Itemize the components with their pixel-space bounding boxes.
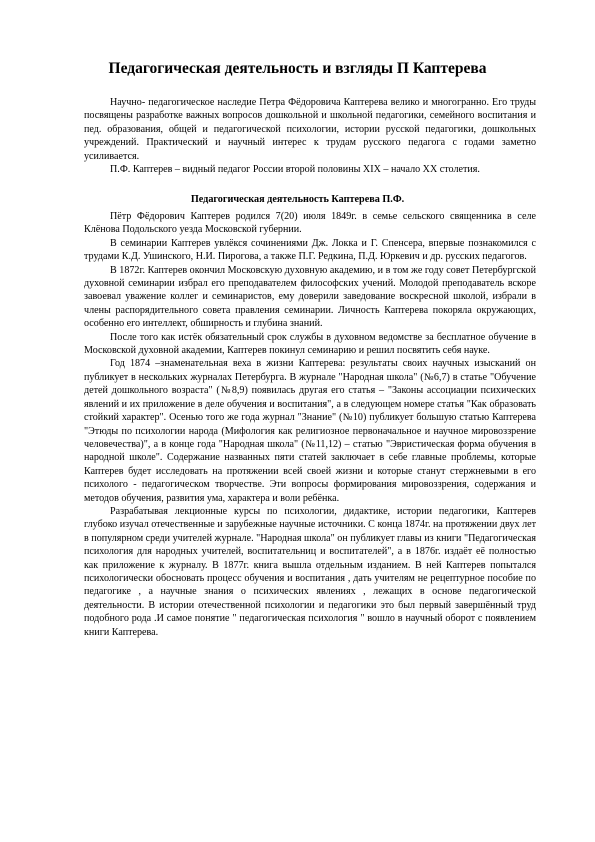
intro-paragraph: П.Ф. Каптерев – видный педагог России второй половины XIX – начало XX столетия. (110, 164, 480, 176)
body-paragraph: В 1872г. Каптерев окончил Московскую духовную академию, и в том же году совет Петербургской духовной семинарии избрал его преподавателем философских учений. Молодой преподаватель вскоре завоевал уважение коллег и семинаристов, ему доверили заведование воскресной школой, избрали в члены распорядительного совета правления семинарии. Личность Каптерева покоряла окружающих, особенно его интеллект, обширность и глубина знаний. (84, 264, 536, 330)
body-paragraph: Разрабатывая лекционные курсы по психологии, дидактике, истории педагогики, Каптерев глубоко изучал отечественные и зарубежные научные источники. С конца 1874г. на протяжении двух лет в популярном среди учителей журнале. "Народная школа" он публикует главы из книги "Педагогическая психология для народных учителей, воспитательниц и воспитателей", а в 1876г. издаёт её полностью как приложение к журналу. В 1877г. книга вышла отдельным изданием. В ней Каптерев попытался психологически обосновать процесс обучения и воспитания , дать учителям не рецептурное пособие по педагогике , а научные знания о психических явлениях , лежащих в основе педагогической деятельности. В истории отечественной психологии и педагогики это был первый завершённый труд подобного рода .И самое понятие " педагогическая психология " вошло в научный оборот с появлением книги Каптерева. (84, 505, 536, 638)
body-paragraph: Год 1874 –знаменательная веха в жизни Каптерева: результаты своих научных изысканий он публикует в нескольких журналах Петербурга. В журнале "Народная школа" (№6,7) в статье "Обучение детей дошкольного возраста" (№8,9) появилась другая его статья – "Законы ассоциации психических явлений и их приложение в деле обучения и воспитания", а в следующем номере статья "Как образовать стойкий характер". Осенью того же года журнал "Знание" (№10) публикует большую статью Каптерева "Этюды по психологии народа (Мифология как религиозное первоначальное и научное мировоззрение человечества)", а в конце года "Народная школа" (№11,12) – статью "Эвристическая форма обучения в народной школе". Содержание названных пяти статей заключает в себе главные проблемы, которые Каптерев будет исследовать на протяжении всей своей жизни и которые станут стержневыми в его психолого - педагогическом творчестве. Эти вопросы формирования мировоззрения, содержания и методов обучения, развития ума, характера и воли ребёнка. (84, 358, 536, 504)
body-paragraph: После того как истёк обязательный срок службы в духовном ведомстве за бесплатное обучение в Московской духовной академии, Каптерев покинул семинарию и решил посвятить себя науке. (84, 331, 536, 357)
body-section (84, 210, 536, 639)
intro-section (84, 96, 536, 176)
body-paragraph: В семинарии Каптерев увлёкся сочинениями Дж. Локка и Г. Спенсера, впервые познакомился с трудами К.Д. Ушинского, Н.И. Пирогова, а также П.Г. Редкина, П.Д. Юркевич и др. русских педагогов. (84, 237, 536, 263)
intro-paragraph: Научно- педагогическое наследие Петра Фёдоровича Каптерева велико и многогранно. Его труды посвящены разработке важных вопросов дошкольной и школьной педагогики, семейного воспитания и пед. образования, общей и педагогической психологии, истории русской педагогики, дошкольных учреждений. Практический и научный интерес к трудам русского педагога с годами заметно усиливается. (84, 97, 536, 162)
body-paragraph: Пётр Фёдорович Каптерев родился 7(20) июля 1849г. в семье сельского священника в селе Клёнова Подольского уезда Московской губернии. (84, 211, 536, 236)
section-heading: Педагогическая деятельность Каптерева П.Ф. (190, 194, 405, 205)
page-title: Педагогическая деятельность и взгляды П Каптерева (108, 60, 487, 77)
